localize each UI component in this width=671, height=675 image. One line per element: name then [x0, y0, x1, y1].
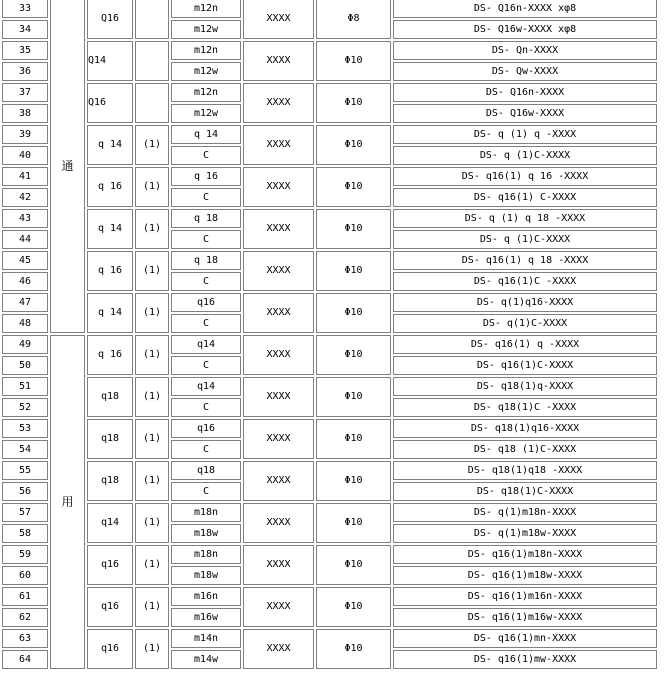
sub-type-cell: m18w [171, 524, 241, 543]
row-number: 41 [2, 167, 48, 186]
row-number: 34 [2, 20, 48, 39]
category-cell-top: 通 [50, 0, 85, 333]
order-code-cell: DS- Q16n-XXXX [393, 83, 657, 102]
sub-type-cell: m16n [171, 587, 241, 606]
order-code-cell: DS- q18(1)q16-XXXX [393, 419, 657, 438]
model-cell: q16 [87, 545, 133, 585]
sub-type-cell: C [171, 188, 241, 207]
sub-type-cell: C [171, 356, 241, 375]
diameter-cell: Φ10 [316, 545, 391, 585]
order-code-cell: DS- q16(1)m16n-XXXX [393, 587, 657, 606]
row-number: 43 [2, 209, 48, 228]
order-code-cell: DS- q(1)C-XXXX [393, 314, 657, 333]
variant-cell [135, 41, 169, 81]
diameter-cell: Φ10 [316, 503, 391, 543]
row-number: 53 [2, 419, 48, 438]
model-cell: q18 [87, 419, 133, 459]
row-number: 44 [2, 230, 48, 249]
order-code-cell: DS- q18(1)C -XXXX [393, 398, 657, 417]
order-code-cell: DS- q (1)C-XXXX [393, 146, 657, 165]
spec-cell: XXXX [243, 125, 314, 165]
spec-cell: XXXX [243, 83, 314, 123]
table-row [2, 293, 657, 312]
diameter-cell: Φ10 [316, 587, 391, 627]
order-code-cell: DS- q16(1)mw-XXXX [393, 650, 657, 669]
variant-cell: (1) [135, 293, 169, 333]
spec-cell: XXXX [243, 251, 314, 291]
row-number: 51 [2, 377, 48, 396]
model-cell: q16 [87, 587, 133, 627]
order-code-cell: DS- Qw-XXXX [393, 62, 657, 81]
order-code-cell: DS- q18(1)q-XXXX [393, 377, 657, 396]
spec-cell: XXXX [243, 461, 314, 501]
table-row [2, 41, 657, 60]
sub-type-cell: m12w [171, 62, 241, 81]
row-number: 36 [2, 62, 48, 81]
spec-cell: XXXX [243, 377, 314, 417]
row-number: 42 [2, 188, 48, 207]
order-code-cell: DS- q16(1) C-XXXX [393, 188, 657, 207]
diameter-cell: Φ8 [316, 0, 391, 39]
diameter-cell: Φ10 [316, 167, 391, 207]
table-body [2, 0, 657, 669]
order-code-cell: DS- q16(1)C -XXXX [393, 272, 657, 291]
variant-cell: (1) [135, 335, 169, 375]
table-row [2, 0, 657, 18]
sub-type-cell: q14 [171, 377, 241, 396]
sub-type-cell: C [171, 230, 241, 249]
variant-cell: (1) [135, 419, 169, 459]
variant-cell: (1) [135, 629, 169, 669]
model-cell: Q16 [87, 0, 133, 39]
order-code-cell: DS- Q16n-XXXX xφ8 [393, 0, 657, 18]
row-number: 50 [2, 356, 48, 375]
spec-cell: XXXX [243, 587, 314, 627]
variant-cell: (1) [135, 461, 169, 501]
row-number: 61 [2, 587, 48, 606]
sub-type-cell: q16 [171, 293, 241, 312]
variant-cell [135, 83, 169, 123]
order-code-cell: DS- q (1) q -XXXX [393, 125, 657, 144]
order-code-cell: DS- q16(1) q 18 -XXXX [393, 251, 657, 270]
spec-cell: XXXX [243, 545, 314, 585]
variant-cell: (1) [135, 587, 169, 627]
row-number: 58 [2, 524, 48, 543]
order-code-cell: DS- q (1)C-XXXX [393, 230, 657, 249]
diameter-cell: Φ10 [316, 629, 391, 669]
diameter-cell: Φ10 [316, 209, 391, 249]
table-row [2, 419, 657, 438]
table-row [2, 83, 657, 102]
sub-type-cell: q14 [171, 335, 241, 354]
table-row [2, 587, 657, 606]
spec-cell: XXXX [243, 335, 314, 375]
spec-cell: XXXX [243, 167, 314, 207]
spec-cell: XXXX [243, 293, 314, 333]
row-number: 38 [2, 104, 48, 123]
diameter-cell: Φ10 [316, 125, 391, 165]
sub-type-cell: m12w [171, 20, 241, 39]
spec-cell: XXXX [243, 41, 314, 81]
diameter-cell: Φ10 [316, 419, 391, 459]
model-cell: q 16 [87, 335, 133, 375]
sub-type-cell: m14n [171, 629, 241, 648]
order-code-cell: DS- q(1)m18n-XXXX [393, 503, 657, 522]
row-number: 37 [2, 83, 48, 102]
table-row [2, 251, 657, 270]
model-cell: q 16 [87, 167, 133, 207]
order-code-cell: DS- q18(1)q18 -XXXX [393, 461, 657, 480]
diameter-cell: Φ10 [316, 251, 391, 291]
order-code-cell: DS- q16(1)mn-XXXX [393, 629, 657, 648]
order-code-cell: DS- q18(1)C-XXXX [393, 482, 657, 501]
sub-type-cell: C [171, 146, 241, 165]
order-code-cell: DS- q16(1)m16w-XXXX [393, 608, 657, 627]
sub-type-cell: C [171, 272, 241, 291]
order-code-cell: DS- q16(1)C-XXXX [393, 356, 657, 375]
spec-cell: XXXX [243, 419, 314, 459]
spec-cell: XXXX [243, 503, 314, 543]
table-row [2, 503, 657, 522]
sub-type-cell: m14w [171, 650, 241, 669]
sub-type-cell: m18n [171, 503, 241, 522]
diameter-cell: Φ10 [316, 335, 391, 375]
variant-cell: (1) [135, 209, 169, 249]
sub-type-cell: m12n [171, 83, 241, 102]
row-number: 63 [2, 629, 48, 648]
variant-cell: (1) [135, 377, 169, 417]
order-code-cell: DS- q (1) q 18 -XXXX [393, 209, 657, 228]
row-number: 45 [2, 251, 48, 270]
model-cell: Q16 [87, 83, 133, 123]
sub-type-cell: q18 [171, 461, 241, 480]
diameter-cell: Φ10 [316, 461, 391, 501]
diameter-cell: Φ10 [316, 293, 391, 333]
order-code-cell: DS- q18 (1)C-XXXX [393, 440, 657, 459]
sub-type-cell: m12w [171, 104, 241, 123]
diameter-cell: Φ10 [316, 83, 391, 123]
row-number: 64 [2, 650, 48, 669]
table-row [2, 461, 657, 480]
model-cell: q 14 [87, 125, 133, 165]
table-row [2, 629, 657, 648]
sub-type-cell: C [171, 440, 241, 459]
model-cell: q 14 [87, 209, 133, 249]
table-row [2, 209, 657, 228]
row-number: 47 [2, 293, 48, 312]
model-cell: q18 [87, 377, 133, 417]
spec-cell: XXXX [243, 0, 314, 39]
row-number: 48 [2, 314, 48, 333]
variant-cell: (1) [135, 125, 169, 165]
order-code-cell: DS- q(1)q16-XXXX [393, 293, 657, 312]
row-number: 56 [2, 482, 48, 501]
row-number: 55 [2, 461, 48, 480]
sub-type-cell: q 16 [171, 167, 241, 186]
row-number: 62 [2, 608, 48, 627]
variant-cell: (1) [135, 503, 169, 543]
sub-type-cell: C [171, 482, 241, 501]
variant-cell: (1) [135, 545, 169, 585]
order-code-cell: DS- Qn-XXXX [393, 41, 657, 60]
spec-cell: XXXX [243, 209, 314, 249]
model-cell: q14 [87, 503, 133, 543]
row-number: 39 [2, 125, 48, 144]
sub-type-cell: m18w [171, 566, 241, 585]
sub-type-cell: m18n [171, 545, 241, 564]
table-row [2, 377, 657, 396]
row-number: 35 [2, 41, 48, 60]
category-cell-bottom: 用 [50, 335, 85, 669]
diameter-cell: Φ10 [316, 41, 391, 81]
row-number: 33 [2, 0, 48, 18]
order-code-cell: DS- q(1)m18w-XXXX [393, 524, 657, 543]
order-code-cell: DS- q16(1)m18n-XXXX [393, 545, 657, 564]
row-number: 49 [2, 335, 48, 354]
table-row [2, 125, 657, 144]
sub-type-cell: q 14 [171, 125, 241, 144]
sub-type-cell: C [171, 398, 241, 417]
model-cell: q16 [87, 629, 133, 669]
row-number: 60 [2, 566, 48, 585]
row-number: 40 [2, 146, 48, 165]
model-cell: q 14 [87, 293, 133, 333]
table-row [2, 167, 657, 186]
table-row [2, 335, 657, 354]
variant-cell [135, 0, 169, 39]
sub-type-cell: C [171, 314, 241, 333]
sub-type-cell: q16 [171, 419, 241, 438]
model-cell: q18 [87, 461, 133, 501]
model-cell: Q14 [87, 41, 133, 81]
diameter-cell: Φ10 [316, 377, 391, 417]
sub-type-cell: q 18 [171, 209, 241, 228]
spec-cell: XXXX [243, 629, 314, 669]
order-code-cell: DS- q16(1) q 16 -XXXX [393, 167, 657, 186]
variant-cell: (1) [135, 167, 169, 207]
row-number: 52 [2, 398, 48, 417]
order-code-cell: DS- Q16w-XXXX [393, 104, 657, 123]
order-code-cell: DS- Q16w-XXXX xφ8 [393, 20, 657, 39]
row-number: 46 [2, 272, 48, 291]
row-number: 57 [2, 503, 48, 522]
row-number: 59 [2, 545, 48, 564]
sub-type-cell: q 18 [171, 251, 241, 270]
sub-type-cell: m16w [171, 608, 241, 627]
table-row [2, 545, 657, 564]
variant-cell: (1) [135, 251, 169, 291]
sub-type-cell: m12n [171, 41, 241, 60]
order-code-cell: DS- q16(1)m18w-XXXX [393, 566, 657, 585]
model-cell: q 16 [87, 251, 133, 291]
row-number: 54 [2, 440, 48, 459]
sub-type-cell: m12n [171, 0, 241, 18]
order-code-cell: DS- q16(1) q -XXXX [393, 335, 657, 354]
